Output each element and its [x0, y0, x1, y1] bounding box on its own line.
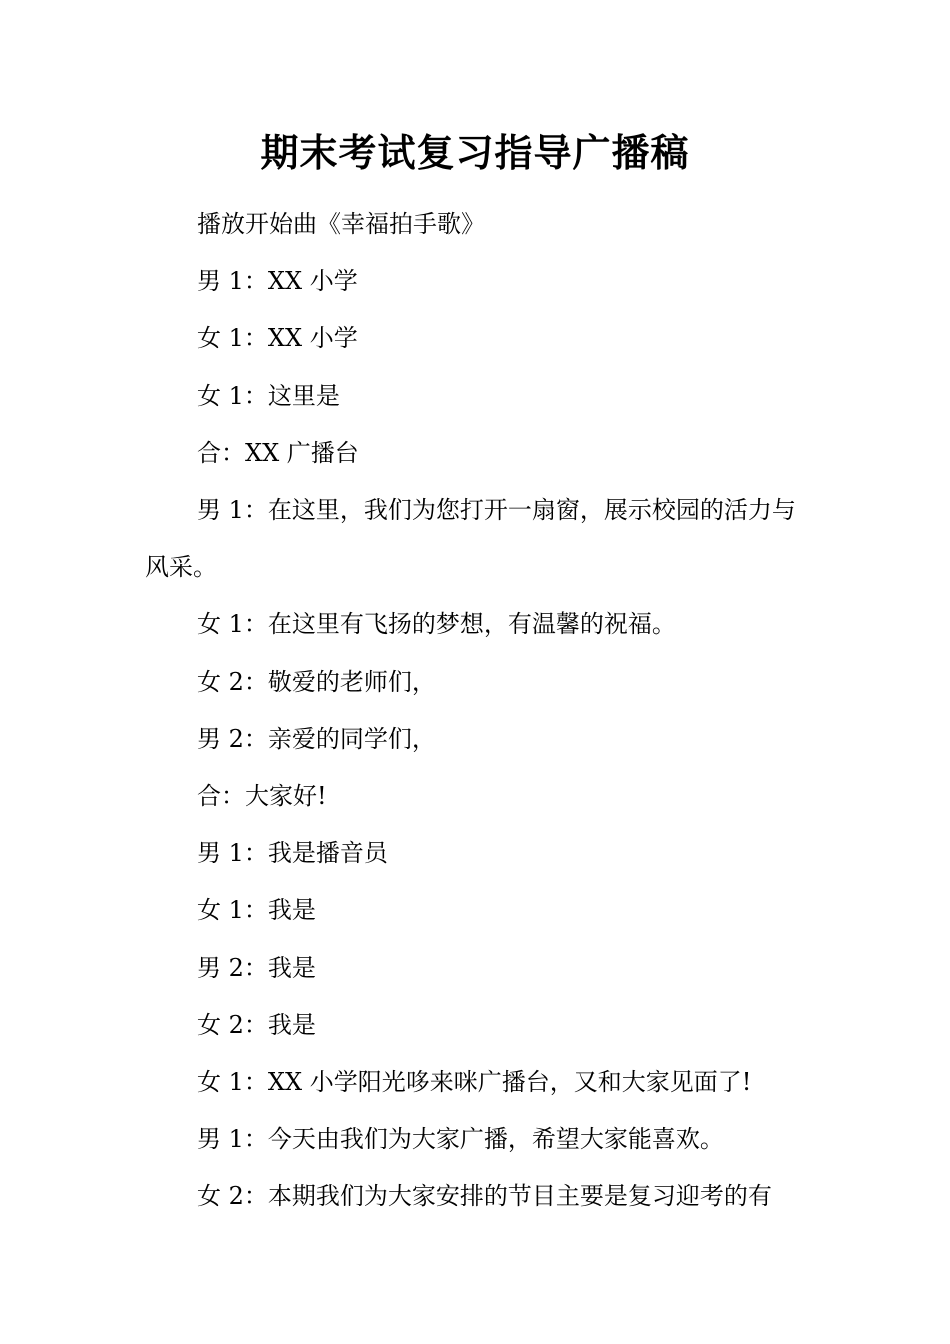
- paragraph: 女 1：在这里有飞扬的梦想，有温馨的祝福。: [197, 610, 676, 639]
- paragraph: 女 2：敬爱的老师们，: [197, 667, 436, 696]
- paragraph: 男 1：今天由我们为大家广播，希望大家能喜欢。: [197, 1125, 724, 1154]
- paragraph: 男 2：我是: [197, 953, 316, 982]
- paragraph: 女 1：XX 小学阳光哆来咪广播台，又和大家见面了!: [197, 1068, 752, 1097]
- paragraph: 女 2：我是: [197, 1010, 316, 1039]
- paragraph: 男 1：我是播音员: [197, 839, 388, 868]
- paragraph: 合：大家好!: [197, 782, 327, 811]
- document-body: [145, 196, 807, 1226]
- paragraph: 男 2：亲爱的同学们，: [197, 724, 436, 753]
- paragraph: 男 1：XX 小学: [197, 267, 358, 296]
- paragraph: 女 1：XX 小学: [197, 324, 358, 353]
- paragraph: 合：XX 广播台: [197, 438, 359, 467]
- paragraph: 女 1：我是: [197, 896, 316, 925]
- paragraph: 女 1：这里是: [197, 381, 340, 410]
- paragraph: 男 1：在这里，我们为您打开一扇窗，展示校园的活力与风采。: [145, 496, 796, 582]
- paragraph: 播放开始曲《幸福拍手歌》: [197, 210, 485, 238]
- document-title: 期末考试复习指导广播稿: [260, 131, 690, 175]
- paragraph: 女 2：本期我们为大家安排的节目主要是复习迎考的有: [197, 1182, 772, 1211]
